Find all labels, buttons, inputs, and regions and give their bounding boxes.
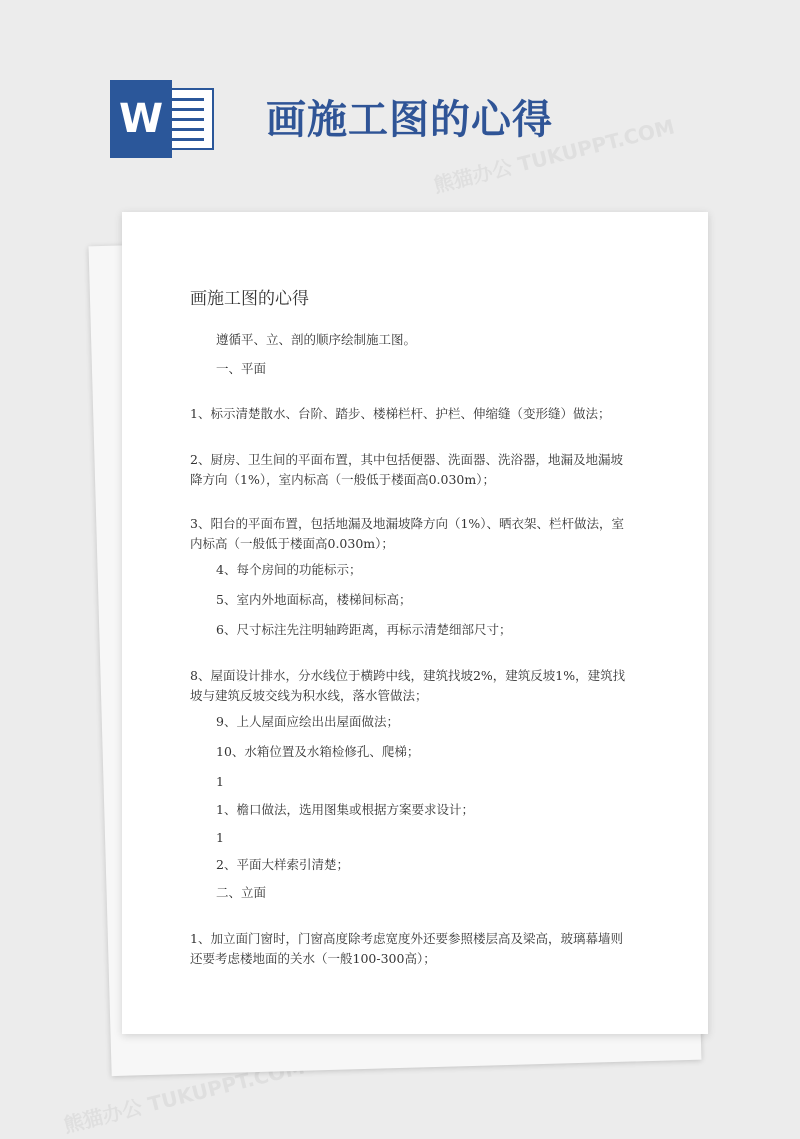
list-item: 1、加立面门窗时，门窗高度除考虑宽度外还要参照楼层高及梁高，玻璃幕墙则还要考虑楼地面的关水（一般100-300高）； <box>190 931 623 966</box>
paragraph: 遵循平、立、剖的顺序绘制施工图。 <box>216 332 417 347</box>
watermark: 熊猫办公 TUKUPPT.COM <box>431 114 677 198</box>
watermark: 熊猫办公 TUKUPPT.COM <box>61 1054 307 1138</box>
list-item: 9、上人屋面应绘出出屋面做法； <box>216 714 399 729</box>
header-title: 画施工图的心得 <box>266 96 553 143</box>
section-heading: 二、立面 <box>216 885 267 900</box>
list-item: 1、檐口做法，选用图集或根据方案要求设计； <box>216 802 474 817</box>
word-badge: W <box>110 80 172 158</box>
list-item: 1 <box>216 774 224 789</box>
word-logo-icon <box>110 80 214 158</box>
list-item: 6、尺寸标注先注明轴跨距离，再标示清楚细部尺寸； <box>216 622 512 637</box>
list-item: 1、标示清楚散水、台阶、踏步、楼梯栏杆、护栏、伸缩缝（变形缝）做法； <box>190 406 611 421</box>
list-item: 2、厨房、卫生间的平面布置，其中包括便器、洗面器、洗浴器，地漏及地漏坡降方向（1%），室内标高（一般低于楼面高0.030m）； <box>190 452 623 487</box>
list-item: 2、平面大样索引清楚； <box>216 857 349 872</box>
list-item: 4、每个房间的功能标示； <box>216 562 362 577</box>
document-page <box>122 212 708 1034</box>
list-item: 3、阳台的平面布置，包括地漏及地漏坡降方向（1%）、晒衣架、栏杆做法，室内标高（一般低于楼面高0.030m）； <box>190 516 625 551</box>
document-title: 画施工图的心得 <box>190 289 309 309</box>
list-item: 5、室内外地面标高，楼梯间标高； <box>216 592 412 607</box>
list-item: 8、屋面设计排水，分水线位于横跨中线，建筑找坡2%，建筑反坡1%，建筑找坡与建筑反坡交线为积水线，落水管做法； <box>190 668 626 703</box>
list-item: 10、水箱位置及水箱检修孔、爬梯； <box>216 744 420 759</box>
section-heading: 一、平面 <box>216 361 267 376</box>
list-item: 1 <box>216 830 224 845</box>
